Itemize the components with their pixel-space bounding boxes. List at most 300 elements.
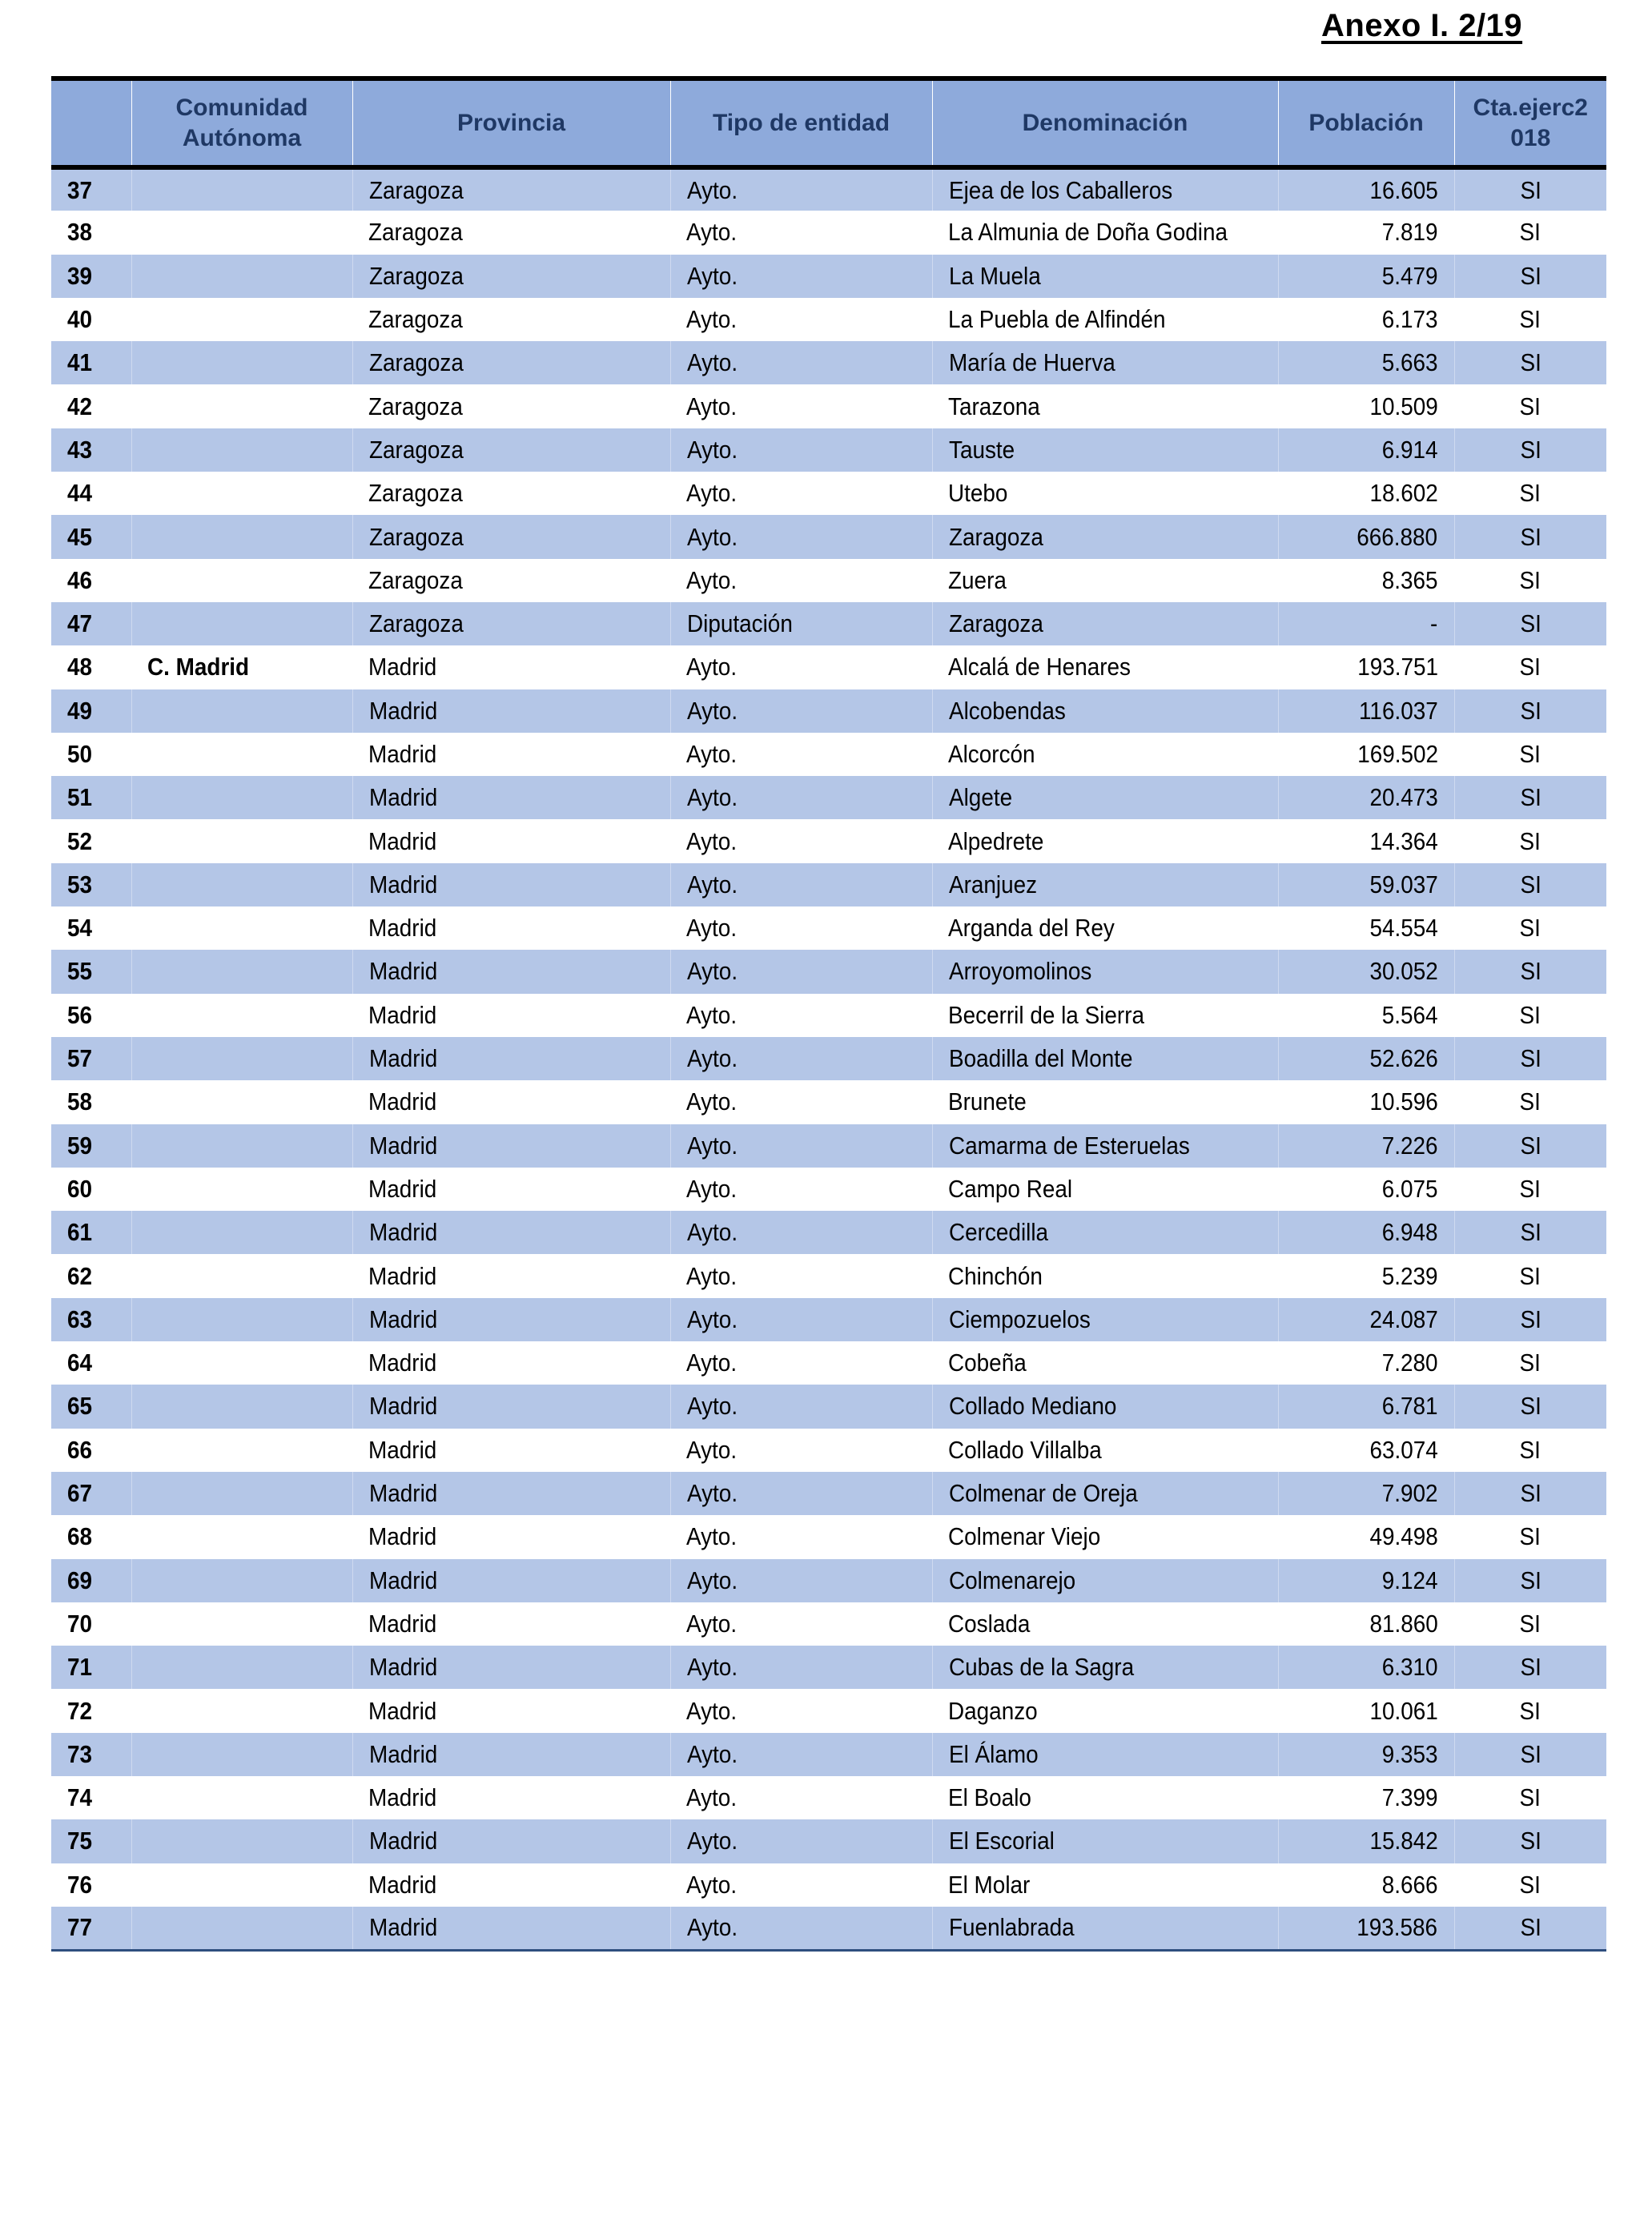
header-comunidad: [131, 78, 352, 167]
table-row: [51, 1341, 1606, 1385]
cell-cta-ejercicio-text: SI: [1520, 348, 1541, 377]
table-row: [51, 1515, 1606, 1558]
table-row: [51, 1602, 1606, 1646]
cell-poblacion: [1278, 1080, 1454, 1124]
cell-comunidad: [131, 733, 352, 776]
cell-poblacion-text: 5.663: [1381, 348, 1438, 377]
cell-denominacion-text: La Almunia de Doña Godina: [948, 218, 1228, 247]
cell-poblacion: [1278, 950, 1454, 993]
cell-poblacion: [1278, 1385, 1454, 1428]
cell-provincia: [352, 906, 670, 950]
cell-poblacion: [1278, 1298, 1454, 1341]
cell-tipo-entidad: [670, 1819, 932, 1863]
cell-provincia: [352, 1037, 670, 1080]
cell-comunidad: [131, 1341, 352, 1385]
cell-provincia-text: Madrid: [368, 826, 437, 855]
cell-row-number: [51, 255, 131, 298]
cell-denominacion: [932, 1515, 1278, 1558]
cell-row-number: [51, 1689, 131, 1732]
cell-row-number-text: 74: [67, 1783, 93, 1812]
cell-denominacion: [932, 994, 1278, 1037]
cell-denominacion-text: Cobeña: [948, 1349, 1027, 1377]
cell-denominacion-text: Becerril de la Sierra: [948, 1000, 1144, 1029]
cell-row-number: [51, 472, 131, 515]
cell-tipo-entidad: [670, 863, 932, 906]
cell-denominacion-text: Utebo: [948, 479, 1008, 508]
table-row: [51, 472, 1606, 515]
cell-cta-ejercicio: [1454, 1689, 1606, 1732]
cell-cta-ejercicio-text: SI: [1520, 175, 1541, 204]
cell-tipo-entidad-text: Ayto.: [686, 1522, 738, 1551]
cell-row-number-text: 57: [67, 1044, 93, 1073]
cell-tipo-entidad: [670, 1168, 932, 1211]
cell-poblacion: [1278, 1689, 1454, 1732]
cell-poblacion-text: 15.842: [1369, 1827, 1438, 1855]
cell-poblacion-text: 49.498: [1369, 1522, 1438, 1551]
cell-cta-ejercicio-text: SI: [1520, 957, 1541, 986]
cell-poblacion-text: 7.399: [1382, 1783, 1438, 1812]
cell-provincia: [352, 1080, 670, 1124]
cell-poblacion: [1278, 602, 1454, 645]
cell-denominacion-text: Colmenar de Oreja: [948, 1479, 1138, 1508]
cell-cta-ejercicio: [1454, 1124, 1606, 1168]
cell-row-number: [51, 994, 131, 1037]
table-row: [51, 906, 1606, 950]
cell-poblacion: [1278, 167, 1454, 211]
header-comunidad-label: Comunidad Autónoma: [175, 94, 308, 151]
cell-row-number-text: 38: [67, 218, 93, 247]
cell-denominacion-text: Boadilla del Monte: [948, 1044, 1133, 1073]
cell-cta-ejercicio-text: SI: [1520, 1131, 1541, 1160]
cell-provincia: [352, 1863, 670, 1907]
cell-tipo-entidad-text: Ayto.: [686, 1087, 738, 1116]
table-row: [51, 1819, 1606, 1863]
cell-cta-ejercicio: [1454, 1211, 1606, 1254]
cell-provincia-text: Madrid: [368, 957, 437, 986]
cell-denominacion-text: Alpedrete: [948, 826, 1044, 855]
cell-denominacion: [932, 341, 1278, 384]
cell-row-number: [51, 776, 131, 819]
cell-tipo-entidad: [670, 1298, 932, 1341]
cell-row-number-text: 59: [67, 1131, 93, 1160]
cell-denominacion: [932, 472, 1278, 515]
cell-tipo-entidad: [670, 515, 932, 558]
table-row: [51, 819, 1606, 862]
cell-poblacion-text: 18.602: [1369, 479, 1438, 508]
cell-tipo-entidad-text: Ayto.: [686, 1653, 738, 1682]
cell-row-number: [51, 1080, 131, 1124]
cell-denominacion: [932, 1733, 1278, 1776]
cell-denominacion-text: Camarma de Esteruelas: [948, 1131, 1190, 1160]
table-row: [51, 384, 1606, 428]
cell-poblacion-text: 6.310: [1381, 1653, 1438, 1682]
cell-row-number-text: 64: [67, 1349, 93, 1377]
cell-cta-ejercicio: [1454, 255, 1606, 298]
cell-tipo-entidad: [670, 1341, 932, 1385]
cell-provincia-text: Madrid: [368, 914, 437, 943]
cell-poblacion: [1278, 819, 1454, 862]
cell-denominacion-text: Cubas de la Sagra: [948, 1653, 1134, 1682]
cell-cta-ejercicio-text: SI: [1519, 1349, 1541, 1377]
cell-provincia-text: Madrid: [368, 1913, 437, 1942]
cell-comunidad: [131, 1819, 352, 1863]
cell-comunidad: [131, 341, 352, 384]
cell-provincia: [352, 863, 670, 906]
cell-tipo-entidad-text: Ayto.: [686, 1349, 738, 1377]
cell-row-number: [51, 950, 131, 993]
cell-poblacion: [1278, 1211, 1454, 1254]
cell-denominacion: [932, 1863, 1278, 1907]
cell-denominacion-text: Alcobendas: [948, 696, 1066, 725]
cell-tipo-entidad-text: Ayto.: [686, 479, 738, 508]
cell-poblacion-text: 666.880: [1357, 522, 1438, 551]
cell-tipo-entidad: [670, 1037, 932, 1080]
cell-poblacion-text: 6.914: [1381, 435, 1438, 464]
cell-provincia: [352, 298, 670, 341]
cell-provincia: [352, 645, 670, 689]
cell-poblacion-text: 59.037: [1369, 870, 1438, 898]
cell-denominacion: [932, 1689, 1278, 1732]
table-row: [51, 1429, 1606, 1472]
cell-tipo-entidad-text: Ayto.: [686, 740, 738, 768]
cell-tipo-entidad: [670, 1733, 932, 1776]
table-row: [51, 1776, 1606, 1819]
cell-comunidad: [131, 472, 352, 515]
cell-poblacion-text: 7.819: [1382, 218, 1438, 247]
table-row: [51, 1689, 1606, 1732]
cell-row-number-text: 75: [67, 1827, 93, 1855]
cell-provincia: [352, 167, 670, 211]
cell-poblacion: [1278, 1254, 1454, 1297]
cell-provincia: [352, 1602, 670, 1646]
cell-provincia-text: Madrid: [368, 1566, 437, 1594]
cell-poblacion: [1278, 645, 1454, 689]
cell-tipo-entidad-text: Ayto.: [686, 218, 738, 247]
cell-cta-ejercicio: [1454, 906, 1606, 950]
cell-cta-ejercicio-text: SI: [1520, 1392, 1541, 1421]
cell-cta-ejercicio-text: SI: [1520, 1653, 1541, 1682]
cell-cta-ejercicio: [1454, 1298, 1606, 1341]
cell-row-number-text: 70: [67, 1609, 93, 1638]
cell-comunidad: [131, 1429, 352, 1472]
cell-denominacion: [932, 1341, 1278, 1385]
cell-tipo-entidad-text: Ayto.: [686, 1566, 738, 1594]
cell-poblacion: [1278, 1907, 1454, 1950]
cell-cta-ejercicio-text: SI: [1520, 522, 1541, 551]
cell-poblacion-text: 52.626: [1369, 1044, 1438, 1073]
cell-row-number-text: 73: [67, 1739, 93, 1768]
cell-row-number-text: 76: [67, 1870, 93, 1899]
cell-provincia-text: Zaragoza: [368, 522, 464, 551]
cell-tipo-entidad-text: Ayto.: [686, 783, 738, 812]
cell-provincia-text: Madrid: [368, 1392, 437, 1421]
cell-comunidad: [131, 559, 352, 602]
cell-row-number: [51, 341, 131, 384]
cell-comunidad: [131, 1037, 352, 1080]
cell-denominacion-text: Brunete: [948, 1087, 1027, 1116]
cell-tipo-entidad: [670, 559, 932, 602]
cell-cta-ejercicio: [1454, 1733, 1606, 1776]
cell-denominacion-text: Fuenlabrada: [948, 1913, 1075, 1942]
cell-provincia-text: Zaragoza: [368, 261, 464, 290]
cell-row-number: [51, 167, 131, 211]
cell-comunidad: [131, 645, 352, 689]
cell-poblacion-text: 10.509: [1369, 392, 1438, 420]
cell-row-number: [51, 1819, 131, 1863]
cell-cta-ejercicio-text: SI: [1519, 479, 1541, 508]
cell-tipo-entidad: [670, 211, 932, 254]
cell-comunidad: [131, 211, 352, 254]
cell-denominacion: [932, 1254, 1278, 1297]
entities-table: [51, 76, 1606, 1952]
cell-provincia: [352, 1776, 670, 1819]
cell-poblacion-text: -: [1430, 609, 1438, 638]
cell-tipo-entidad-text: Ayto.: [686, 826, 738, 855]
cell-poblacion-text: 193.751: [1357, 653, 1438, 681]
cell-poblacion-text: 116.037: [1358, 696, 1438, 725]
cell-poblacion: [1278, 559, 1454, 602]
cell-tipo-entidad-text: Ayto.: [686, 1000, 738, 1029]
cell-provincia-text: Madrid: [368, 1783, 437, 1812]
cell-poblacion-text: 7.226: [1381, 1131, 1438, 1160]
cell-cta-ejercicio: [1454, 1168, 1606, 1211]
cell-denominacion-text: La Puebla de Alfindén: [948, 305, 1166, 334]
cell-cta-ejercicio: [1454, 1646, 1606, 1689]
cell-row-number-text: 55: [67, 957, 93, 986]
cell-comunidad: [131, 1298, 352, 1341]
cell-provincia: [352, 602, 670, 645]
cell-provincia: [352, 950, 670, 993]
cell-row-number: [51, 1733, 131, 1776]
table-header: [51, 78, 1606, 167]
cell-tipo-entidad-text: Ayto.: [686, 175, 738, 204]
cell-row-number-text: 40: [67, 305, 93, 334]
table-row: [51, 1298, 1606, 1341]
cell-denominacion: [932, 776, 1278, 819]
cell-tipo-entidad-text: Ayto.: [686, 392, 738, 420]
header-cta: [1454, 78, 1606, 167]
cell-tipo-entidad: [670, 298, 932, 341]
cell-tipo-entidad-text: Ayto.: [686, 1870, 738, 1899]
cell-row-number: [51, 1168, 131, 1211]
table-row: [51, 645, 1606, 689]
cell-provincia: [352, 428, 670, 472]
cell-cta-ejercicio: [1454, 1341, 1606, 1385]
cell-denominacion: [932, 645, 1278, 689]
cell-row-number-text: 44: [67, 479, 93, 508]
table-row: [51, 689, 1606, 733]
table-row: [51, 1646, 1606, 1689]
cell-row-number-text: 51: [67, 783, 93, 812]
cell-provincia-text: Madrid: [368, 1044, 437, 1073]
cell-cta-ejercicio-text: SI: [1520, 261, 1541, 290]
cell-provincia-text: Madrid: [368, 696, 437, 725]
cell-cta-ejercicio-text: SI: [1520, 1218, 1541, 1247]
cell-denominacion-text: Alcorcón: [948, 740, 1035, 768]
cell-cta-ejercicio-text: SI: [1519, 1174, 1541, 1203]
cell-provincia-text: Madrid: [368, 1522, 437, 1551]
cell-poblacion: [1278, 1863, 1454, 1907]
cell-row-number: [51, 1515, 131, 1558]
cell-cta-ejercicio-text: SI: [1519, 1000, 1541, 1029]
cell-cta-ejercicio: [1454, 1254, 1606, 1297]
cell-denominacion: [932, 1211, 1278, 1254]
cell-comunidad: [131, 689, 352, 733]
cell-comunidad: [131, 863, 352, 906]
cell-cta-ejercicio: [1454, 819, 1606, 862]
cell-provincia-text: Madrid: [368, 1609, 437, 1638]
cell-tipo-entidad-text: Ayto.: [686, 1131, 738, 1160]
cell-provincia: [352, 776, 670, 819]
cell-tipo-entidad-text: Ayto.: [686, 1609, 738, 1638]
cell-denominacion-text: Campo Real: [948, 1174, 1073, 1203]
table-row: [51, 255, 1606, 298]
cell-row-number-text: 48: [67, 653, 93, 681]
cell-row-number: [51, 645, 131, 689]
cell-denominacion-text: Collado Villalba: [948, 1435, 1102, 1464]
cell-cta-ejercicio-text: SI: [1520, 1566, 1541, 1594]
cell-row-number: [51, 428, 131, 472]
cell-tipo-entidad: [670, 950, 932, 993]
cell-provincia-text: Madrid: [368, 1261, 437, 1290]
cell-denominacion: [932, 733, 1278, 776]
cell-cta-ejercicio-text: SI: [1520, 609, 1541, 638]
cell-cta-ejercicio-text: SI: [1519, 565, 1541, 594]
cell-cta-ejercicio-text: SI: [1519, 914, 1541, 943]
table-row: [51, 1907, 1606, 1950]
cell-row-number: [51, 1472, 131, 1515]
cell-denominacion: [932, 1602, 1278, 1646]
cell-row-number-text: 56: [67, 1000, 93, 1029]
cell-denominacion: [932, 298, 1278, 341]
cell-provincia-text: Madrid: [368, 1304, 437, 1333]
cell-poblacion: [1278, 1429, 1454, 1472]
cell-provincia: [352, 1429, 670, 1472]
cell-poblacion: [1278, 472, 1454, 515]
cell-provincia: [352, 515, 670, 558]
cell-provincia: [352, 819, 670, 862]
header-denominacion: Denominación: [932, 78, 1278, 167]
cell-comunidad: [131, 255, 352, 298]
cell-cta-ejercicio-text: SI: [1520, 1739, 1541, 1768]
cell-cta-ejercicio-text: SI: [1519, 1609, 1541, 1638]
cell-cta-ejercicio: [1454, 1776, 1606, 1819]
cell-poblacion-text: 9.124: [1381, 1566, 1438, 1594]
cell-comunidad: [131, 1689, 352, 1732]
cell-poblacion: [1278, 1646, 1454, 1689]
cell-poblacion-text: 6.948: [1381, 1218, 1438, 1247]
cell-cta-ejercicio: [1454, 950, 1606, 993]
cell-denominacion: [932, 1168, 1278, 1211]
cell-provincia-text: Zaragoza: [368, 175, 464, 204]
header-poblacion: Población: [1278, 78, 1454, 167]
cell-cta-ejercicio-text: SI: [1519, 740, 1541, 768]
cell-tipo-entidad: [670, 1254, 932, 1297]
cell-cta-ejercicio: [1454, 776, 1606, 819]
cell-denominacion-text: Tauste: [948, 435, 1015, 464]
cell-row-number: [51, 298, 131, 341]
cell-cta-ejercicio: [1454, 733, 1606, 776]
cell-cta-ejercicio-text: SI: [1520, 1479, 1541, 1508]
cell-cta-ejercicio-text: SI: [1519, 826, 1541, 855]
cell-tipo-entidad-text: Ayto.: [686, 914, 738, 943]
cell-tipo-entidad-text: Ayto.: [686, 565, 738, 594]
cell-tipo-entidad: [670, 1385, 932, 1428]
cell-tipo-entidad: [670, 428, 932, 472]
cell-cta-ejercicio-text: SI: [1520, 870, 1541, 898]
cell-denominacion: [932, 559, 1278, 602]
cell-denominacion-text: Collado Mediano: [948, 1392, 1116, 1421]
cell-poblacion-text: 7.280: [1382, 1349, 1438, 1377]
cell-tipo-entidad: [670, 1776, 932, 1819]
cell-comunidad: [131, 515, 352, 558]
cell-poblacion: [1278, 1733, 1454, 1776]
cell-denominacion: [932, 819, 1278, 862]
cell-denominacion: [932, 1080, 1278, 1124]
cell-denominacion-text: Chinchón: [948, 1261, 1043, 1290]
cell-tipo-entidad: [670, 341, 932, 384]
cell-row-number: [51, 1298, 131, 1341]
cell-provincia: [352, 472, 670, 515]
cell-cta-ejercicio: [1454, 1080, 1606, 1124]
cell-row-number-text: 50: [67, 740, 93, 768]
cell-denominacion-text: Alcalá de Henares: [948, 653, 1131, 681]
cell-comunidad: [131, 428, 352, 472]
cell-provincia: [352, 994, 670, 1037]
cell-comunidad-text: C. Madrid: [147, 653, 250, 681]
cell-tipo-entidad-text: Ayto.: [686, 305, 738, 334]
table-row: [51, 1472, 1606, 1515]
cell-poblacion-text: 7.902: [1381, 1479, 1438, 1508]
cell-denominacion: [932, 384, 1278, 428]
table-row: [51, 211, 1606, 254]
cell-provincia-text: Madrid: [368, 1870, 437, 1899]
cell-poblacion-text: 16.605: [1369, 175, 1438, 204]
cell-comunidad: [131, 1472, 352, 1515]
cell-cta-ejercicio-text: SI: [1519, 653, 1541, 681]
cell-comunidad: [131, 1254, 352, 1297]
cell-comunidad: [131, 1602, 352, 1646]
cell-row-number: [51, 819, 131, 862]
cell-cta-ejercicio: [1454, 1385, 1606, 1428]
cell-comunidad: [131, 602, 352, 645]
cell-poblacion: [1278, 255, 1454, 298]
cell-provincia-text: Zaragoza: [368, 305, 463, 334]
cell-row-number: [51, 1341, 131, 1385]
cell-cta-ejercicio: [1454, 384, 1606, 428]
cell-row-number: [51, 1863, 131, 1907]
cell-cta-ejercicio: [1454, 1863, 1606, 1907]
cell-denominacion-text: Ciempozuelos: [948, 1304, 1091, 1333]
cell-row-number: [51, 211, 131, 254]
cell-denominacion-text: Daganzo: [948, 1696, 1038, 1725]
cell-denominacion-text: El Álamo: [948, 1739, 1039, 1768]
cell-tipo-entidad: [670, 1602, 932, 1646]
cell-cta-ejercicio: [1454, 1602, 1606, 1646]
cell-provincia: [352, 1559, 670, 1602]
cell-comunidad: [131, 1168, 352, 1211]
cell-cta-ejercicio: [1454, 428, 1606, 472]
cell-tipo-entidad: [670, 384, 932, 428]
cell-poblacion: [1278, 515, 1454, 558]
cell-poblacion-text: 5.564: [1382, 1000, 1438, 1029]
cell-tipo-entidad: [670, 1211, 932, 1254]
cell-provincia-text: Madrid: [368, 870, 437, 898]
cell-comunidad: [131, 1124, 352, 1168]
cell-poblacion: [1278, 1124, 1454, 1168]
cell-tipo-entidad: [670, 472, 932, 515]
cell-provincia-text: Madrid: [368, 1000, 437, 1029]
